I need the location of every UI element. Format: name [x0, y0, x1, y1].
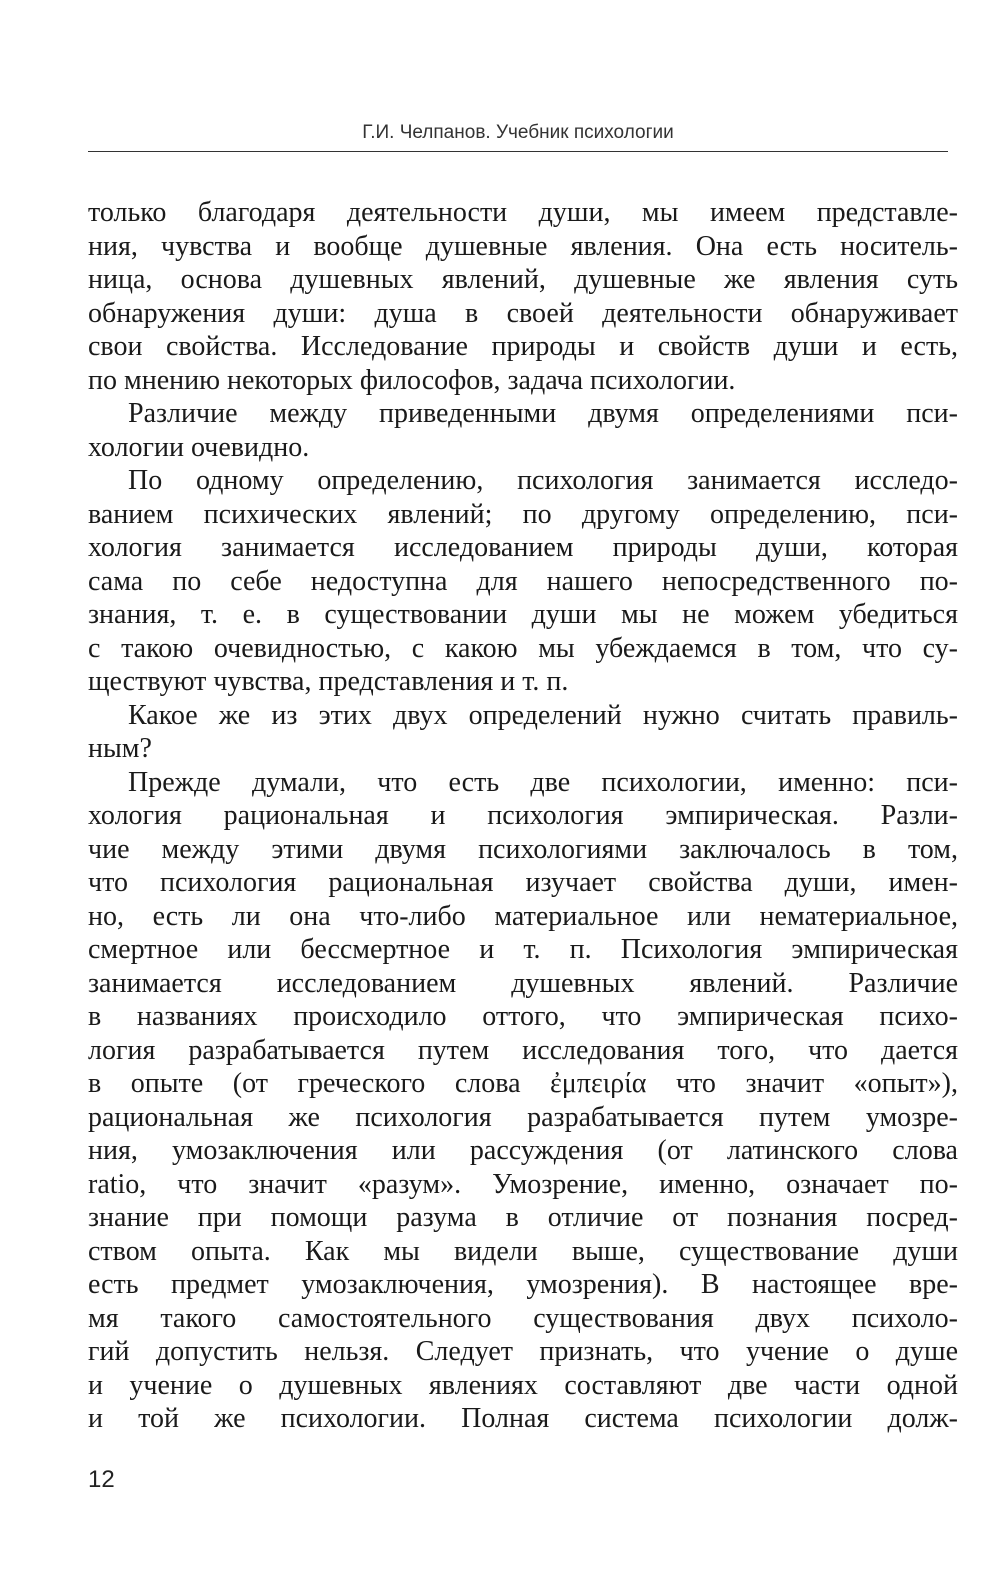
text-line: ществуют чувства, представления и т. п.	[88, 666, 569, 697]
text-line: в названиях происходило оттого, что эмпирическая психо-	[88, 1001, 958, 1032]
text-line: хология рациональная и психология эмпирическая. Разли-	[88, 800, 958, 831]
text-line: знание при помощи разума в отличие от познания посред-	[88, 1202, 958, 1233]
text-line: ница, основа душевных явлений, душевные же явления суть	[88, 264, 958, 295]
text-line: рациональная же психология разрабатывается путем умозре-	[88, 1101, 958, 1133]
body-text	[88, 196, 958, 1436]
text-line: Различие между приведенными двумя определениями пси-	[128, 398, 958, 429]
text-line: хологии очевидно.	[88, 431, 310, 463]
text-line: ния, умозаключения или рассуждения (от латинского слова	[88, 1135, 958, 1166]
text-line: По одному определению, психология занимается исследо-	[128, 465, 958, 496]
text-line: знания, т. е. в существовании души мы не можем убедиться	[88, 599, 958, 630]
text-line: в опыте (от греческого слова ἐμπειρία что значит «опыт»),	[88, 1068, 958, 1099]
text-line: ством опыта. Как мы видели выше, существование души	[88, 1235, 958, 1267]
text-line: с такою очевидностью, с какою мы убеждаемся в том, что су-	[88, 632, 958, 664]
text-line: что психология рациональная изучает свойства души, имен-	[88, 867, 958, 898]
text-line: и той же психологии. Полная система психологии долж-	[88, 1403, 958, 1434]
text-line: чие между этими двумя психологиями заключалось в том,	[88, 833, 958, 865]
text-line: мя такого самостоятельного существования двух психоло-	[88, 1302, 958, 1334]
header-rule	[88, 151, 948, 152]
text-line: есть предмет умозаключения, умозрения). В настоящее вре-	[88, 1269, 958, 1300]
running-header: Г.И. Челпанов. Учебник психологии	[362, 122, 674, 143]
text-line: смертное или бессмертное и т. п. Психология эмпирическая	[88, 934, 958, 965]
text-line: занимается исследованием душевных явлений. Различие	[88, 967, 958, 999]
text-line: гий допустить нельзя. Следует признать, что учение о душе	[88, 1336, 958, 1367]
text-line: обнаружения души: душа в своей деятельности обнаруживает	[88, 297, 958, 329]
text-line: логия разрабатывается путем исследования того, что дается	[88, 1034, 958, 1066]
text-line: хология занимается исследованием природы души, которая	[88, 532, 958, 563]
text-line: ratio, что значит «разум». Умозрение, именно, означает по-	[88, 1168, 958, 1200]
text-line: по мнению некоторых философов, задача психологии.	[88, 364, 736, 396]
text-line: но, есть ли она что-либо материальное или нематериальное,	[88, 900, 958, 932]
page-number: 12	[88, 1466, 115, 1493]
text-line: Какое же из этих двух определений нужно считать правиль-	[128, 699, 958, 731]
text-line: ния, чувства и вообще душевные явления. Она есть носитель-	[88, 230, 958, 262]
text-line: свои свойства. Исследование природы и свойств души и есть,	[88, 331, 958, 362]
text-line: сама по себе недоступна для нашего непосредственного по-	[88, 565, 958, 597]
text-line: и учение о душевных явлениях составляют две части одной	[88, 1369, 958, 1401]
text-line: ным?	[88, 733, 152, 764]
text-line: Прежде думали, что есть две психологии, именно: пси-	[128, 766, 958, 798]
text-line: ванием психических явлений; по другому определению, пси-	[88, 498, 958, 530]
text-line: только благодаря деятельности души, мы имеем представле-	[88, 197, 958, 228]
